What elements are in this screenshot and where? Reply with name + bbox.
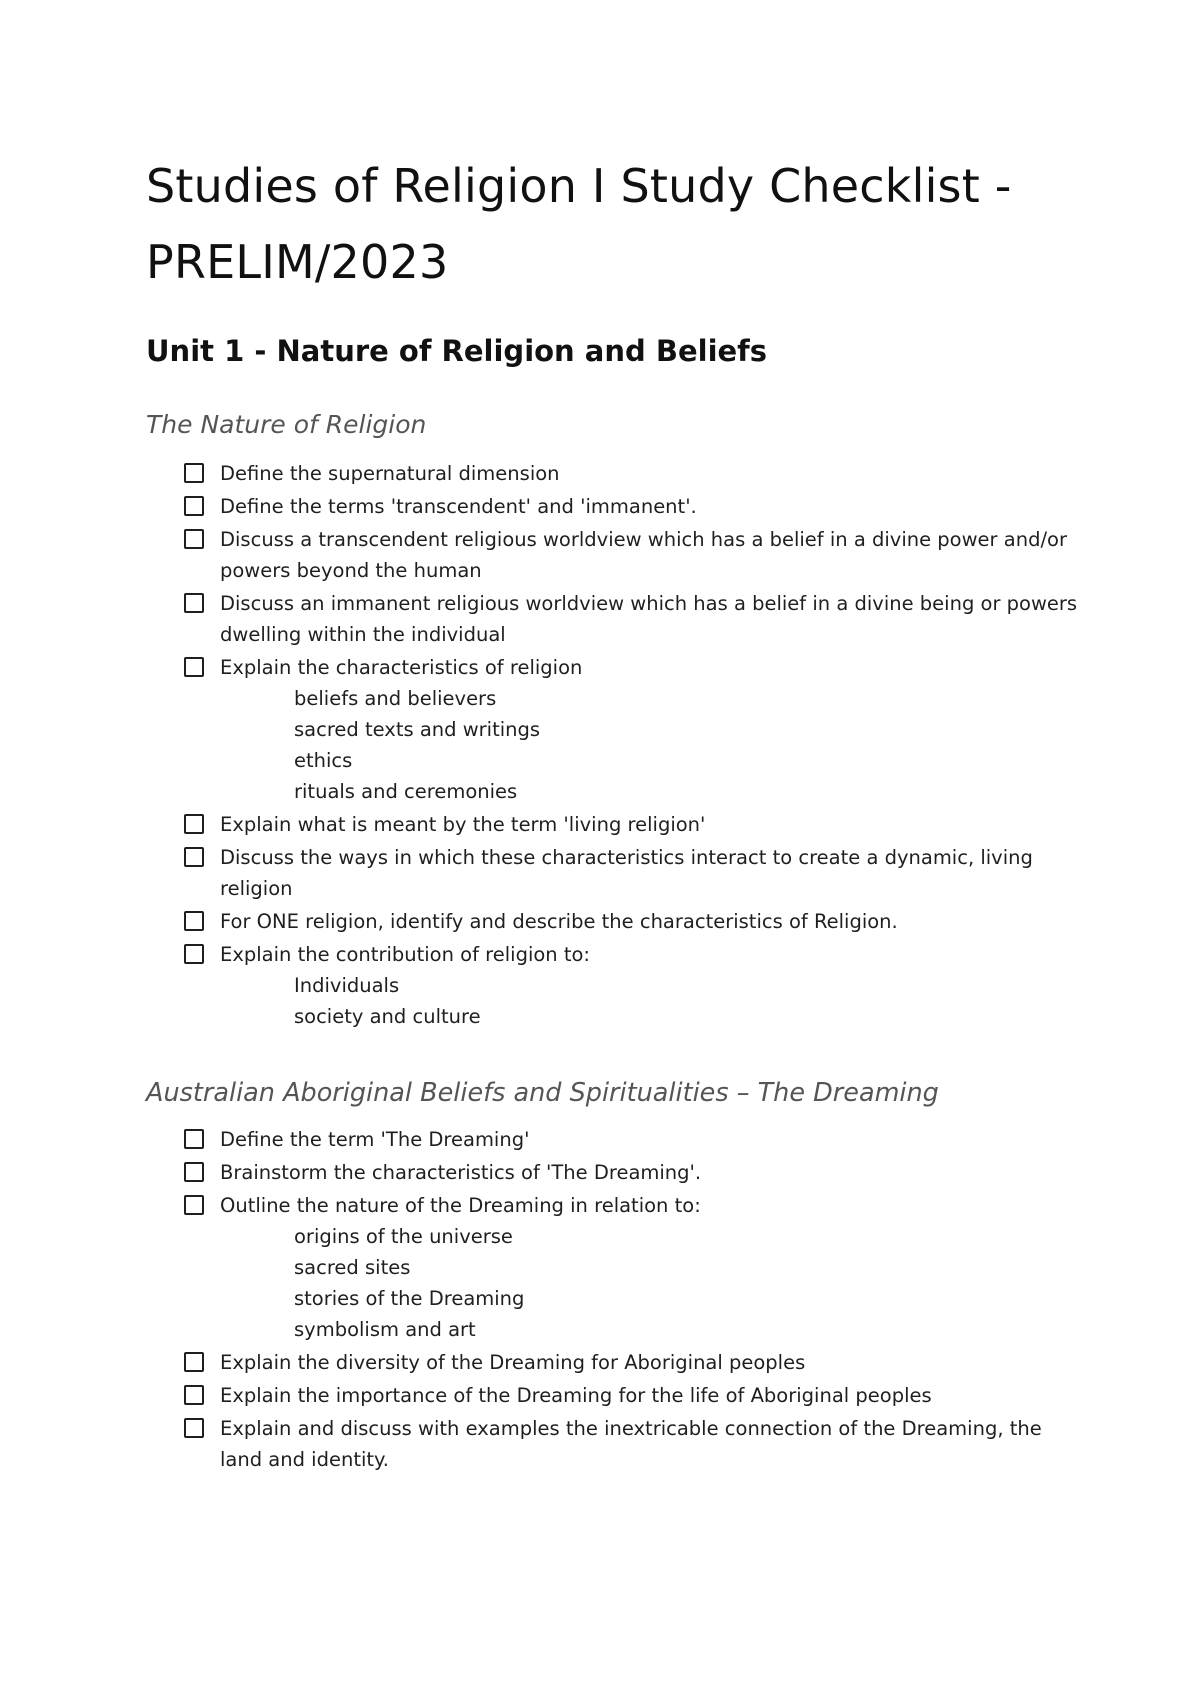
checkbox-icon[interactable] (184, 657, 204, 677)
checklist-subitem: ethics (294, 749, 353, 772)
checkbox-icon[interactable] (184, 529, 204, 549)
checklist-item-text: For ONE religion, identify and describe the characteristics of Religion. (220, 910, 898, 933)
checklist-item-text: Discuss the ways in which these characteristics interact to create a dynamic, living religion (220, 846, 1033, 900)
checkbox-icon[interactable] (184, 1129, 204, 1149)
checklist-item (184, 1413, 1084, 1475)
checkbox-icon[interactable] (184, 463, 204, 483)
checklist-subitem: symbolism and art (294, 1318, 476, 1341)
checklist-nature-of-religion (184, 458, 1084, 1034)
checklist-item (184, 1157, 1084, 1188)
checklist-sublist (220, 1221, 1084, 1345)
checklist-subitem: sacred sites (294, 1256, 411, 1279)
checklist-item-text: Define the terms 'transcendent' and 'immanent'. (220, 495, 697, 518)
checklist-item-text: Explain the importance of the Dreaming for the life of Aboriginal peoples (220, 1384, 932, 1407)
checklist-subitem: stories of the Dreaming (294, 1287, 525, 1310)
checklist-item (184, 1380, 1084, 1411)
checklist-item (184, 652, 1084, 807)
checklist-item-text: Explain what is meant by the term 'living religion' (220, 813, 706, 836)
checkbox-icon[interactable] (184, 847, 204, 867)
checklist-item (184, 1347, 1084, 1378)
checklist-item (184, 1124, 1084, 1155)
checklist-the-dreaming (184, 1124, 1084, 1477)
checklist-sublist (220, 683, 1084, 807)
checklist-item (184, 458, 1084, 489)
checklist-item (184, 491, 1084, 522)
checklist-item-text: Explain the characteristics of religion (220, 656, 583, 679)
checkbox-icon[interactable] (184, 1162, 204, 1182)
checklist-item-text: Discuss an immanent religious worldview which has a belief in a divine being or powers dwelling within the individual (220, 592, 1078, 646)
checkbox-icon[interactable] (184, 1195, 204, 1215)
unit-heading: Unit 1 - Nature of Religion and Beliefs (146, 334, 768, 368)
section-heading-nature-of-religion: The Nature of Religion (146, 410, 427, 439)
checkbox-icon[interactable] (184, 1385, 204, 1405)
checklist-item (184, 588, 1084, 650)
checkbox-icon[interactable] (184, 1418, 204, 1438)
checklist-item-text: Explain the contribution of religion to: (220, 943, 591, 966)
checkbox-icon[interactable] (184, 593, 204, 613)
checklist-item (184, 809, 1084, 840)
checkbox-icon[interactable] (184, 496, 204, 516)
checklist-item (184, 906, 1084, 937)
checklist-item-text: Define the supernatural dimension (220, 462, 560, 485)
checklist-item-text: Define the term 'The Dreaming' (220, 1128, 530, 1151)
checklist-item (184, 842, 1084, 904)
checkbox-icon[interactable] (184, 814, 204, 834)
document-title: Studies of Religion I Study Checklist - PRELIM/2023 (146, 159, 1012, 289)
section-heading-the-dreaming: Australian Aboriginal Beliefs and Spiritualities – The Dreaming (146, 1078, 939, 1108)
checklist-subitem: Individuals (294, 974, 400, 997)
checklist-subitem: society and culture (294, 1005, 481, 1028)
checklist-item-text: Outline the nature of the Dreaming in relation to: (220, 1194, 701, 1217)
checklist-subitem: rituals and ceremonies (294, 780, 518, 803)
checkbox-icon[interactable] (184, 944, 204, 964)
checklist-item-text: Explain the diversity of the Dreaming for Aboriginal peoples (220, 1351, 806, 1374)
checklist-item (184, 939, 1084, 1032)
checklist-item-text: Explain and discuss with examples the inextricable connection of the Dreaming, the land and identity. (220, 1417, 1042, 1471)
checklist-sublist (220, 970, 1084, 1032)
checklist-item-text: Brainstorm the characteristics of 'The Dreaming'. (220, 1161, 702, 1184)
checklist-item-text: Discuss a transcendent religious worldview which has a belief in a divine power and/or powers beyond the human (220, 528, 1067, 582)
checklist-item (184, 524, 1084, 586)
checklist-subitem: origins of the universe (294, 1225, 513, 1248)
checkbox-icon[interactable] (184, 911, 204, 931)
checklist-subitem: sacred texts and writings (294, 718, 541, 741)
checklist-subitem: beliefs and believers (294, 687, 497, 710)
checkbox-icon[interactable] (184, 1352, 204, 1372)
checklist-item (184, 1190, 1084, 1345)
